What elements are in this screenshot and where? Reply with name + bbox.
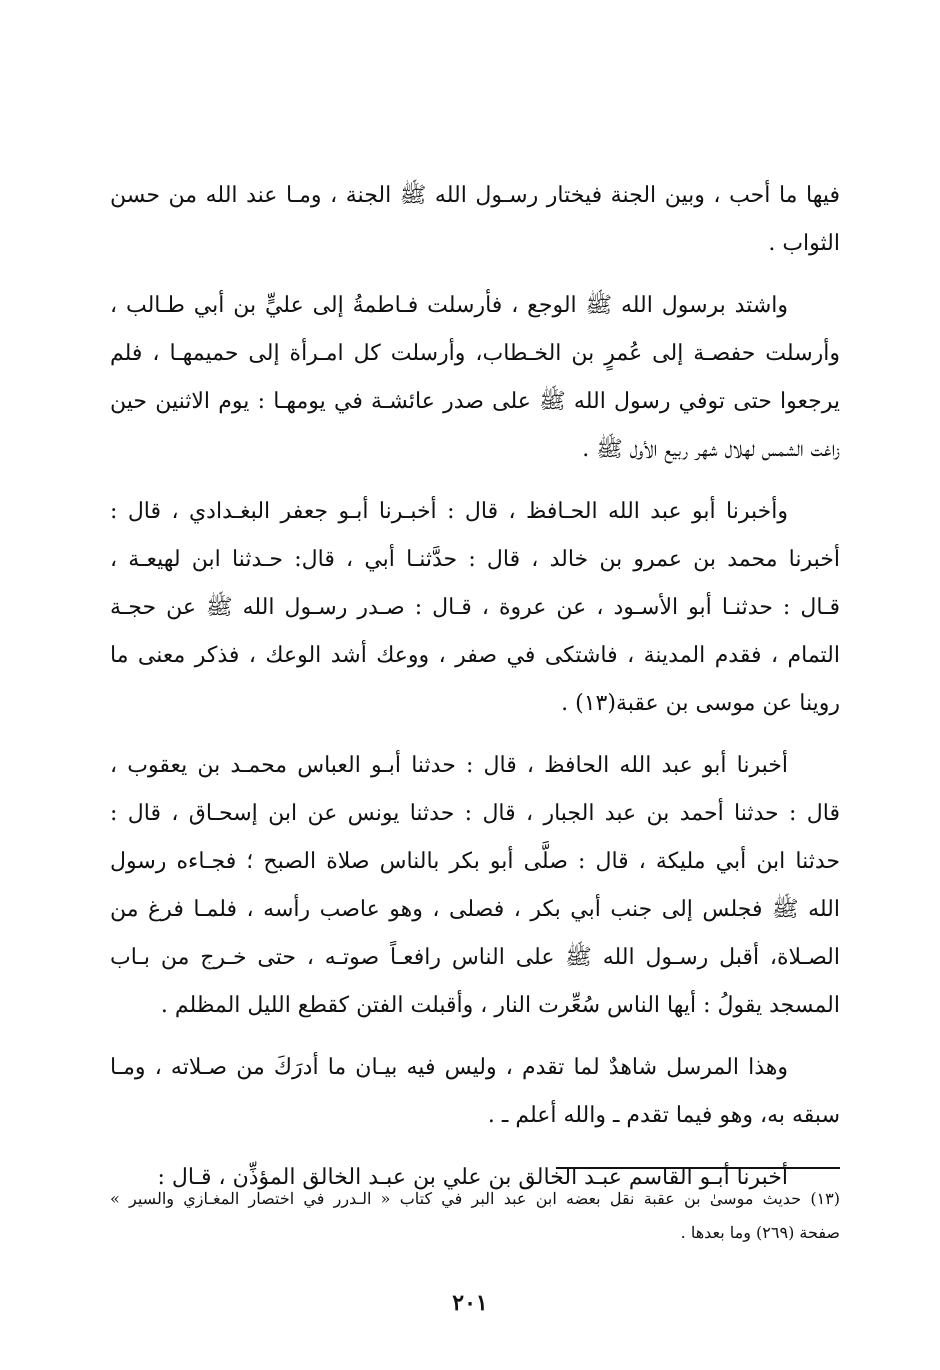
paragraph (110, 488, 840, 728)
footnotes (110, 1182, 840, 1250)
main-text (110, 172, 840, 1216)
text-line: وأرسلت حفصـة إلى عُمرٍ بن الخـطاب، وأرسلت كل امـرأة إلى حميمهـا ، فلم (110, 341, 840, 366)
text-line: الصـلاة، أقبل رسـول الله ﷺ على الناس رافعـاً صوتـه ، حتى خـرج من بـاب (110, 945, 840, 970)
text-line: واشتد برسول الله ﷺ الوجع ، فأرسلت فـاطمةُ إلى عليٍّ بن أبي طـالب ، (110, 293, 788, 318)
text-line: أخبرنا أبو عبد الله الحافظ ، قال : حدثنا أبـو العباس محمـد بن يعقوب ، (110, 753, 788, 778)
text-line: زاغت الشمس لهلال شهر ربيع الأول ﷺ . (582, 437, 840, 462)
text-line: قـال : حدثنـا أبو الأسـود ، عن عروة ، قـال : صـدر رسـول الله ﷺ عن حجـة (110, 595, 840, 620)
text-line: أخبرنا محمد بن عمرو بن خالد ، قال : حدَّثنـا أبي ، قال: حـدثنا ابن لهيعـة ، (110, 547, 840, 572)
text-line: المسجد يقولُ : أيها الناس سُعِّرت النار ، وأقبلت الفتن كقطع الليل المظلم . (160, 993, 840, 1018)
text-line: يرجعوا حتى توفي رسول الله ﷺ على صدر عائشـة في يومهـا : يوم الاثنين حين (110, 389, 840, 414)
text-line: قال : حدثنا أحمد بن عبد الجبار ، قال : حدثنا يونس عن ابن إسحـاق ، قال : (110, 801, 840, 826)
text-line: فيها ما أحب ، وبين الجنة فيختار رسـول الله ﷺ الجنة ، ومـا عند الله من حسن (110, 183, 840, 208)
paragraph (110, 282, 840, 474)
paragraph (110, 172, 840, 268)
text-line: الله ﷺ فجلس إلى جنب أبي بكر ، فصلى ، وهو عاصب رأسه ، فلمـا فرغ من (110, 897, 840, 922)
paragraph (110, 1044, 840, 1140)
page-number: ٢٠١ (452, 1290, 488, 1316)
text-line: التمام ، فقدم المدينة ، فاشتكى في صفر ، ووعك أشد الوعك ، فذكر معنى ما (110, 643, 840, 668)
text-line: الثواب . (768, 231, 840, 256)
text-line: سبقه به، وهو فيما تقدم ـ والله أعلم ـ . (487, 1103, 840, 1128)
footnote-line: (١٣) حديث موسىٰ بن عقبة نقل بعضه ابن عبد البر في كتاب « الـدرر في اختصار المغـازي والسير » (110, 1189, 840, 1208)
text-line: أخبرنا أبـو القاسم عبـد الخالق بن علي بن عبـد الخالق المؤذِّن ، قـال : (157, 1165, 788, 1190)
text-line: حدثنا ابن أبي مليكة ، قال : صلَّى أبو بكر بالناس صلاة الصبح ؛ فجـاءه رسول (110, 849, 840, 874)
footnote-divider (556, 1167, 840, 1169)
paragraph (110, 742, 840, 1030)
text-line: وأخبرنا أبو عبد الله الحـافظ ، قال : أخبـرنا أبـو جعفر البغـدادي ، قال : (110, 499, 788, 524)
text-line: وهذا المرسل شاهدٌ لما تقدم ، وليس فيه بيـان ما أدرَكَ من صـلاته ، ومـا (110, 1055, 788, 1080)
footnote-line: صفحة (٢٦٩) وما بعدها . (680, 1223, 840, 1242)
text-line: روينا عن موسى بن عقبة(١٣) . (561, 691, 840, 716)
